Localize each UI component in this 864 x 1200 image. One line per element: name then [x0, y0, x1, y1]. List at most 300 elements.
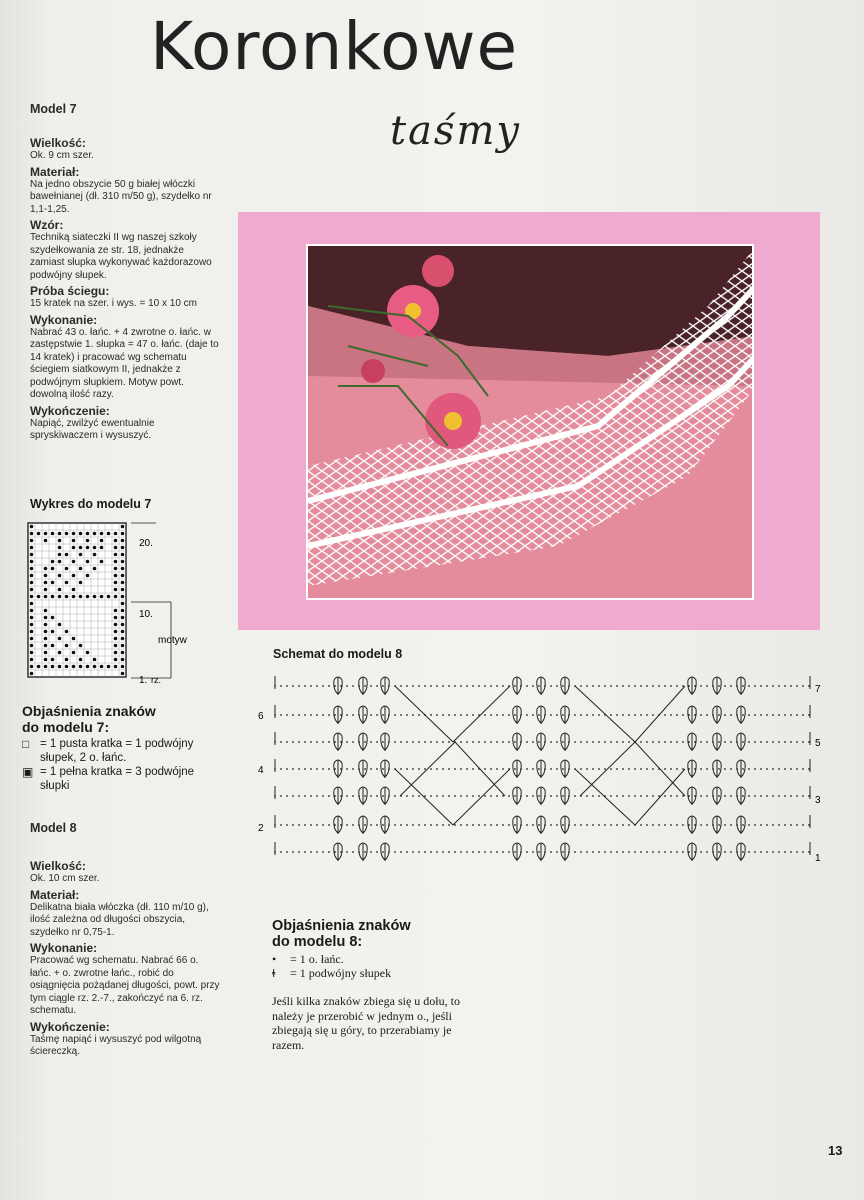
chain-dot	[484, 851, 486, 853]
model7-section-text: Na jedno obszycie 50 g białej włóczki bawełnianej (dł. 310 m/50 g), szydełko nr 1,1-1,25.	[30, 178, 212, 215]
chain-dot	[292, 851, 294, 853]
chart7-filled-cell	[86, 560, 90, 564]
chain-dot	[460, 824, 462, 826]
chain-dot	[622, 851, 624, 853]
chain-dot	[490, 795, 492, 797]
double-crochet-stitch	[513, 733, 521, 751]
chart7-filled-cell	[51, 560, 55, 564]
chain-dot	[322, 685, 324, 687]
chain-dot	[670, 851, 672, 853]
chain-dot	[424, 795, 426, 797]
chain-dot	[532, 824, 534, 826]
chart7-filled-cell	[79, 665, 83, 669]
chain-dot	[628, 851, 630, 853]
chain-dot	[502, 741, 504, 743]
chart7-filled-cell	[79, 595, 83, 599]
chart7-filled-cell	[65, 658, 69, 662]
legend7-row2-text: = 1 pełna kratka = 3 podwójne słupki	[40, 766, 195, 792]
chart7-filled-cell	[58, 553, 62, 557]
chain-dot	[400, 685, 402, 687]
chain-dot	[442, 824, 444, 826]
chain-dot	[586, 768, 588, 770]
chart7-filled-cell	[121, 574, 125, 578]
chain-dot	[760, 685, 762, 687]
chain-dot	[598, 714, 600, 716]
chart7-title: Wykres do modelu 7	[30, 497, 152, 511]
chain-dot	[766, 714, 768, 716]
chain-dot	[280, 768, 282, 770]
chart7-filled-cell	[121, 532, 125, 536]
chain-dot	[286, 768, 288, 770]
double-crochet-stitch	[359, 843, 367, 861]
chart7-filled-cell	[51, 616, 55, 620]
chain-dot	[790, 685, 792, 687]
chain-dot	[676, 851, 678, 853]
chart7-filled-cell	[100, 595, 104, 599]
chain-dot	[652, 685, 654, 687]
chain-dot	[418, 795, 420, 797]
chart7-filled-cell	[114, 581, 118, 585]
chain-dot	[724, 795, 726, 797]
chart7-filled-cell	[93, 532, 97, 536]
chain-dot	[586, 714, 588, 716]
double-crochet-stitch	[513, 760, 521, 778]
chart7-filled-cell	[30, 644, 34, 648]
chain-dot	[448, 685, 450, 687]
chart7-filled-cell	[121, 567, 125, 571]
chain-dot	[562, 768, 564, 770]
chart7-filled-cell	[30, 546, 34, 550]
chart7-filled-cell	[44, 644, 48, 648]
chart7-filled-cell	[30, 665, 34, 669]
chart7-filled-cell	[30, 651, 34, 655]
chain-dot	[748, 741, 750, 743]
chain-dot	[526, 741, 528, 743]
chain-dot	[778, 768, 780, 770]
chart7-filled-cell	[79, 553, 83, 557]
legend8-title-2: do modelu 8:	[272, 934, 363, 950]
lace-diagonal	[395, 686, 453, 742]
chain-dot	[472, 851, 474, 853]
chain-dot	[484, 768, 486, 770]
chain-dot	[472, 685, 474, 687]
chart7-filled-cell	[72, 588, 76, 592]
chain-dot	[616, 851, 618, 853]
chain-dot	[346, 714, 348, 716]
chain-dot	[394, 851, 396, 853]
chain-dot	[394, 795, 396, 797]
chain-dot	[604, 851, 606, 853]
chart7-filled-cell	[44, 630, 48, 634]
chain-dot	[346, 768, 348, 770]
page-subtitle: taśmy	[390, 108, 521, 154]
chain-dot	[682, 741, 684, 743]
chain-dot	[532, 685, 534, 687]
chain-dot	[802, 685, 804, 687]
chain-dot	[682, 685, 684, 687]
chain-dot	[538, 768, 540, 770]
chain-dot	[496, 741, 498, 743]
chain-dot	[376, 685, 378, 687]
chart7-filled-cell	[86, 651, 90, 655]
chain-dot	[496, 824, 498, 826]
chart7-filled-cell	[114, 665, 118, 669]
chain-dot	[364, 768, 366, 770]
chain-dot	[352, 714, 354, 716]
chain-dot	[556, 768, 558, 770]
chain-dot	[322, 795, 324, 797]
double-crochet-stitch	[737, 706, 745, 724]
chain-dot	[796, 741, 798, 743]
chain-dot	[706, 685, 708, 687]
double-crochet-stitch	[359, 787, 367, 805]
chain-dot	[352, 795, 354, 797]
chain-dot	[310, 824, 312, 826]
chain-dot	[496, 714, 498, 716]
chain-dot	[562, 741, 564, 743]
chain-dot	[472, 768, 474, 770]
chain-dot	[670, 795, 672, 797]
chain-dot	[406, 795, 408, 797]
chart7-filled-cell	[121, 560, 125, 564]
chart7-filled-cell	[65, 665, 69, 669]
chart7-filled-cell	[86, 539, 90, 543]
chart7-filled-cell	[72, 560, 76, 564]
chain-dot	[562, 714, 564, 716]
chain-dot	[460, 851, 462, 853]
chain-dot	[760, 714, 762, 716]
chain-dot	[514, 795, 516, 797]
chain-dot	[382, 768, 384, 770]
chain-dot	[412, 824, 414, 826]
chain-dot	[754, 768, 756, 770]
double-crochet-stitch	[713, 760, 721, 778]
chain-dot	[742, 685, 744, 687]
chain-dot	[484, 795, 486, 797]
chain-dot	[616, 768, 618, 770]
chart7-filled-cell	[93, 546, 97, 550]
chain-dot	[466, 741, 468, 743]
chain-dot	[628, 685, 630, 687]
chain-dot	[580, 768, 582, 770]
chart7-filled-cell	[30, 630, 34, 634]
double-crochet-stitch	[513, 816, 521, 834]
double-crochet-stitch	[359, 677, 367, 695]
chain-dot	[364, 851, 366, 853]
chain-dot	[532, 851, 534, 853]
chart7-filled-cell	[114, 609, 118, 613]
chain-dot	[562, 824, 564, 826]
chain-dot	[724, 768, 726, 770]
chart7-filled-cell	[44, 567, 48, 571]
chain-dot	[478, 685, 480, 687]
chain-dot	[790, 714, 792, 716]
chart7-filled-cell	[114, 595, 118, 599]
chart7-filled-cell	[30, 609, 34, 613]
chain-dot	[664, 768, 666, 770]
chart7-filled-cell	[30, 574, 34, 578]
chain-dot	[556, 824, 558, 826]
double-crochet-stitch	[561, 733, 569, 751]
chain-dot	[676, 685, 678, 687]
chain-dot	[418, 824, 420, 826]
page-title: Koronkowe	[150, 8, 519, 85]
chain-dot	[556, 714, 558, 716]
chain-dot	[598, 768, 600, 770]
chart7-filled-cell	[44, 665, 48, 669]
chain-dot	[634, 714, 636, 716]
legend8-row2-text: = 1 podwójny słupek	[290, 966, 392, 980]
chain-dot	[346, 851, 348, 853]
double-crochet-stitch	[737, 760, 745, 778]
chain-dot	[664, 824, 666, 826]
chain-dot	[622, 741, 624, 743]
chain-dot	[634, 768, 636, 770]
chain-dot	[406, 714, 408, 716]
chain-dot	[640, 685, 642, 687]
chain-dot-icon: •	[272, 952, 277, 966]
chain-dot	[538, 741, 540, 743]
chain-dot	[442, 795, 444, 797]
chart7-filled-cell	[114, 532, 118, 536]
chain-dot	[658, 741, 660, 743]
chain-dot	[382, 685, 384, 687]
chain-dot	[796, 851, 798, 853]
chain-dot	[286, 851, 288, 853]
chain-dot	[784, 824, 786, 826]
chain-dot	[646, 851, 648, 853]
chain-dot	[550, 741, 552, 743]
model8-section-label: Wykończenie:	[30, 1019, 110, 1034]
chain-dot	[796, 795, 798, 797]
chain-dot	[670, 768, 672, 770]
chart7-filled-cell	[79, 546, 83, 550]
chain-dot	[370, 714, 372, 716]
chain-dot	[760, 824, 762, 826]
chart7-filled-cell	[114, 539, 118, 543]
chain-dot	[574, 851, 576, 853]
chain-dot	[700, 741, 702, 743]
chain-dot	[514, 768, 516, 770]
chain-dot	[652, 714, 654, 716]
chain-dot	[424, 851, 426, 853]
chain-dot	[364, 714, 366, 716]
chart7-filled-cell	[51, 658, 55, 662]
chain-dot	[436, 824, 438, 826]
chain-dot	[424, 768, 426, 770]
legend8-row-chain	[272, 952, 472, 966]
chart7-filled-cell	[30, 616, 34, 620]
chain-dot	[634, 685, 636, 687]
chain-dot	[766, 768, 768, 770]
chart7-filled-cell	[121, 546, 125, 550]
chain-dot	[352, 824, 354, 826]
chain-dot	[748, 824, 750, 826]
chain-dot	[580, 714, 582, 716]
chain-dot	[748, 685, 750, 687]
lace-photo	[306, 244, 754, 600]
chain-dot	[280, 685, 282, 687]
chain-dot	[556, 741, 558, 743]
chain-dot	[790, 851, 792, 853]
double-crochet-stitch	[359, 706, 367, 724]
chart7-filled-cell	[114, 658, 118, 662]
chain-dot	[634, 795, 636, 797]
chain-dot	[592, 685, 594, 687]
chart7-filled-cell	[30, 637, 34, 641]
chart7-filled-cell	[121, 665, 125, 669]
chain-dot	[550, 768, 552, 770]
chain-dot	[316, 851, 318, 853]
chain-dot	[592, 851, 594, 853]
chain-dot	[304, 768, 306, 770]
chain-dot	[298, 824, 300, 826]
chain-dot	[622, 768, 624, 770]
chain-dot	[616, 741, 618, 743]
chart7-filled-cell	[86, 595, 90, 599]
chart7-filled-cell	[65, 532, 69, 536]
chain-dot	[514, 685, 516, 687]
double-crochet-stitch	[381, 706, 389, 724]
chain-dot	[646, 685, 648, 687]
chart7-filled-cell	[58, 651, 62, 655]
chain-dot	[766, 824, 768, 826]
chain-dot	[490, 714, 492, 716]
chain-dot	[454, 851, 456, 853]
chart7-filled-cell	[121, 672, 125, 676]
chain-dot	[706, 768, 708, 770]
chart7-filled-cell	[114, 574, 118, 578]
chain-dot	[754, 824, 756, 826]
model7-section-text: Ok. 9 cm szer.	[30, 150, 94, 161]
chart7-filled-cell	[93, 553, 97, 557]
schemat8-diagram	[255, 668, 835, 883]
double-crochet-stitch	[537, 706, 545, 724]
chain-dot	[538, 795, 540, 797]
chain-dot	[526, 824, 528, 826]
chart7-filled-cell	[114, 630, 118, 634]
chain-dot	[634, 851, 636, 853]
chart7-filled-cell	[121, 539, 125, 543]
chain-dot	[772, 685, 774, 687]
chain-dot	[442, 685, 444, 687]
chain-dot	[370, 768, 372, 770]
chart7-tick-20: 20.	[139, 538, 153, 549]
chain-dot	[442, 741, 444, 743]
chain-dot	[466, 851, 468, 853]
chain-dot	[496, 851, 498, 853]
chain-dot	[652, 824, 654, 826]
chain-dot	[298, 685, 300, 687]
chain-dot	[796, 685, 798, 687]
chain-dot	[562, 851, 564, 853]
chart7-filled-cell	[51, 581, 55, 585]
chart7-filled-cell	[107, 532, 111, 536]
chain-dot	[286, 685, 288, 687]
chart7-filled-cell	[51, 630, 55, 634]
chain-dot	[310, 795, 312, 797]
chain-dot	[778, 685, 780, 687]
chart7-filled-cell	[44, 651, 48, 655]
chart7-filled-cell	[93, 658, 97, 662]
chain-dot	[700, 824, 702, 826]
chain-dot	[682, 714, 684, 716]
chain-dot	[478, 851, 480, 853]
chain-dot	[706, 741, 708, 743]
schemat8-row3: 3	[815, 795, 821, 806]
chain-dot	[670, 741, 672, 743]
lace-diagonal	[453, 769, 510, 825]
chain-dot	[796, 768, 798, 770]
legend8-title-1: Objaśnienia znaków	[272, 918, 411, 934]
chain-dot	[718, 851, 720, 853]
chart7-filled-cell	[44, 532, 48, 536]
chart7-filled-cell	[30, 672, 34, 676]
chain-dot	[364, 685, 366, 687]
chain-dot	[592, 768, 594, 770]
chain-dot	[310, 768, 312, 770]
chain-dot	[784, 768, 786, 770]
chain-dot	[502, 714, 504, 716]
chain-dot	[310, 714, 312, 716]
double-crochet-stitch	[561, 760, 569, 778]
chain-dot	[598, 795, 600, 797]
chain-dot	[460, 795, 462, 797]
chain-dot	[658, 795, 660, 797]
chain-dot	[472, 741, 474, 743]
chain-dot	[754, 714, 756, 716]
chart7-rz: rz.	[151, 675, 161, 685]
chain-dot	[640, 851, 642, 853]
chain-dot	[760, 741, 762, 743]
model8-section-text: Ok. 10 cm szer.	[30, 873, 100, 884]
chain-dot	[328, 768, 330, 770]
chain-dot	[502, 851, 504, 853]
chain-dot	[718, 685, 720, 687]
chain-dot	[610, 795, 612, 797]
chain-dot	[526, 685, 528, 687]
chain-dot	[418, 741, 420, 743]
chart7-filled-cell	[44, 637, 48, 641]
chart7-filled-cell	[121, 616, 125, 620]
chain-dot	[412, 741, 414, 743]
chart7-filled-cell	[37, 665, 41, 669]
chain-dot	[790, 768, 792, 770]
chain-dot	[490, 851, 492, 853]
chain-dot	[700, 714, 702, 716]
chart7-filled-cell	[58, 560, 62, 564]
model7-section-text: Napiąć, zwilżyć ewentualnie spryskiwaczem i wysuszyć.	[30, 417, 155, 441]
chain-dot	[286, 741, 288, 743]
chart7-filled-cell	[100, 539, 104, 543]
chain-dot	[400, 824, 402, 826]
chain-dot	[298, 768, 300, 770]
chain-dot	[376, 824, 378, 826]
chart7-filled-cell	[107, 665, 111, 669]
chain-dot	[466, 768, 468, 770]
chain-dot	[328, 685, 330, 687]
chain-dot	[772, 824, 774, 826]
chain-dot	[298, 714, 300, 716]
chain-dot	[424, 685, 426, 687]
chain-dot	[430, 851, 432, 853]
chain-dot	[502, 685, 504, 687]
lace-photo-illustration	[308, 246, 754, 600]
chain-dot	[610, 685, 612, 687]
chart7-filled-cell	[58, 665, 62, 669]
chain-dot	[796, 714, 798, 716]
chain-dot	[496, 768, 498, 770]
